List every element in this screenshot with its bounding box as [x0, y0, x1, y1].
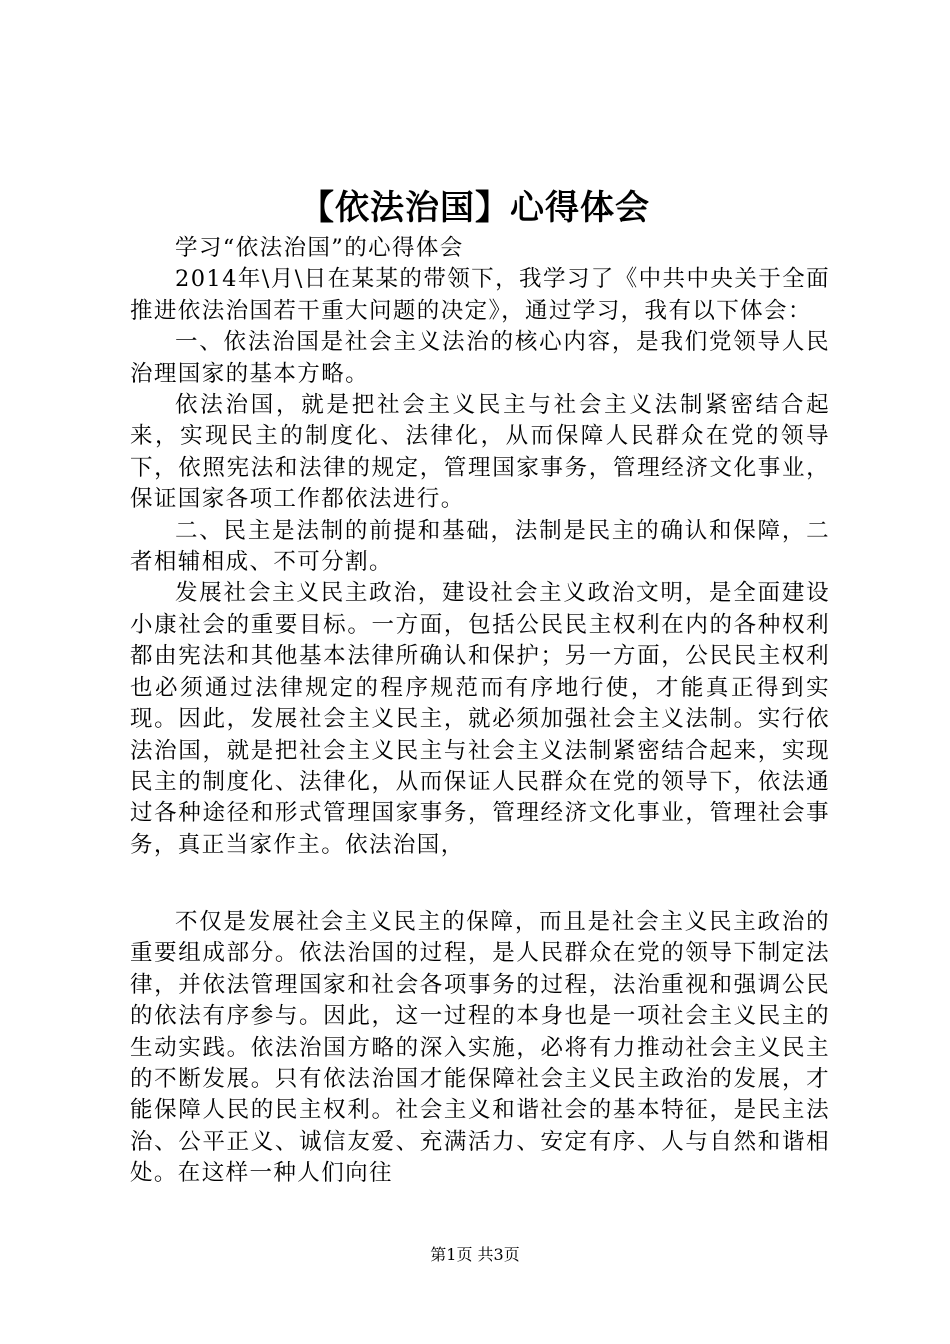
page-footer: 第1页 共3页 — [430, 1245, 520, 1264]
paragraph-explanation-1: 依法治国，就是把社会主义民主与社会主义法制紧密结合起来，实现民主的制度化、法律化，从而保障人民群众在党的领导下，依照宪法和法律的规定，管理国家事务，管理经济文化事业，保证国家各项工作都依法进行。 — [130, 392, 830, 513]
paragraph-point-2: 二、民主是法制的前提和基础，法制是民主的确认和保障，二者相辅相成、不可分割。 — [130, 517, 830, 576]
paragraph-subtitle: 学习“依法治国”的心得体会 — [175, 235, 464, 261]
paragraph-point-1: 一、依法治国是社会主义法治的核心内容，是我们党领导人民治理国家的基本方略。 — [130, 329, 830, 387]
page-title: 【依法治国】心得体会 — [300, 188, 650, 228]
paragraph-explanation-2: 发展社会主义民主政治，建设社会主义政治文明，是全面建设小康社会的重要目标。一方面，包括公民民主权利在内的各种权利都由宪法和其他基本法律所确认和保护；另一方面，公民民主权利也必须通过法律规定的程序规范而有序地行使，才能真正得到实现。因此，发展社会主义民主，就必须加强社会主义法制。实行依法治国，就是把社会主义民主与社会主义法制紧密结合起来，实现民主的制度化、法律化，从而保证人民群众在党的领导下，依法通过各种途径和形式管理国家事务，管理经济文化事业，管理社会事务，真正当家作主。依法治国， — [130, 580, 830, 858]
paragraph-continuation: 不仅是发展社会主义民主的保障，而且是社会主义民主政治的重要组成部分。依法治国的过程，是人民群众在党的领导下制定法律，并依法管理国家和社会各项事务的过程，法治重视和强调公民的依法有序参与。因此，这一过程的本身也是一项社会主义民主的生动实践。依法治国方略的深入实施，必将有力推动社会主义民主的不断发展。只有依法治国才能保障社会主义民主政治的发展，才能保障人民的民主权利。社会主义和谐社会的基本特征，是民主法治、公平正义、诚信友爱、充满活力、安定有序、人与自然和谐相处。在这样一种人们向往 — [130, 909, 830, 1187]
paragraph-intro: 2014年\月\日在某某的带领下，我学习了《中共中央关于全面推进依法治国若干重大问题的决定》，通过学习，我有以下体会： — [130, 266, 830, 324]
body-section-1 — [130, 233, 830, 861]
body-section-2 — [130, 907, 830, 1190]
